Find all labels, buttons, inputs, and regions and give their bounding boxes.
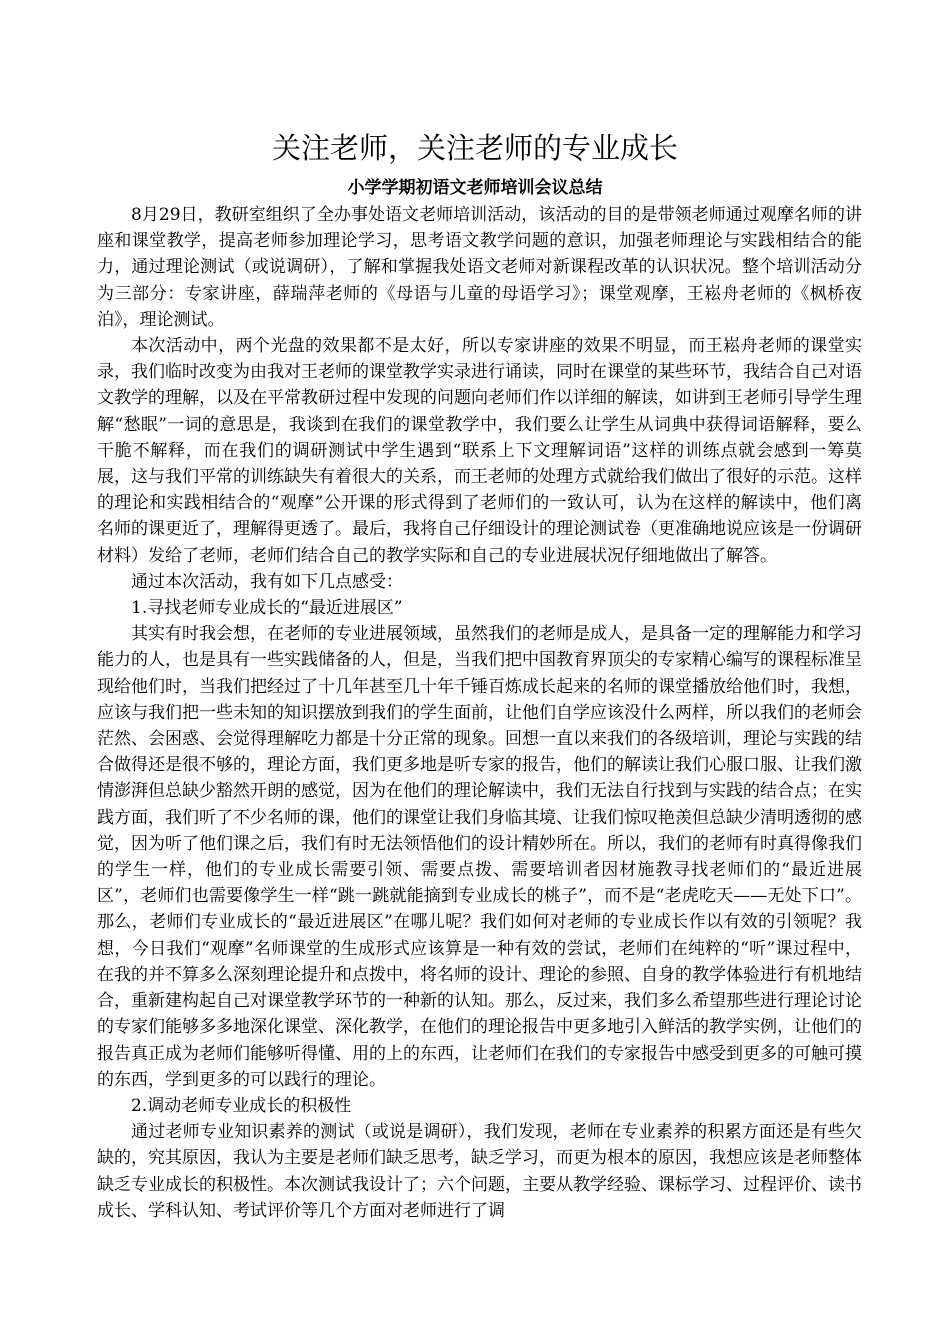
paragraph-activity: 本次活动中，两个光盘的效果都不是太好，所以专家讲座的效果不明显，而王崧舟老师的课堂实录，我们临时改变为由我对王老师的课堂教学实录进行诵读，同时在课堂的某些环节，我结合自己对语文教学的理解，以及在平常教研过程中发现的问题向老师们作以详细的解读，如讲到王老师引导学生理解“愁眠”一词的意思是，我谈到在我们的课堂教学中，我们要么让学生从词典中获得词语解释，要么干脆不解释，而在我们的调研测试中学生遇到“联系上下文理解词语”这样的训练点就会感到一筹莫展，这与我们平常的训练缺失有着很大的关系，而王老师的处理方式就给我们做出了很好的示范。这样的理论和实践相结合的“观摩”公开课的形式得到了老师们的一致认可，认为在这样的解读中，他们离名师的课更近了，理解得更透了。最后，我将自己仔细设计的理论测试卷（更准确地说应该是一份调研材料）发给了老师，老师们结合自己的教学实际和自己的专业进展状况仔细地做出了解答。 [97,336,862,566]
document-title: 关注老师，关注老师的专业成长 [271,131,678,165]
document-subtitle: 小学学期初语文老师培训会议总结 [347,178,603,198]
section-heading-2: 2.调动老师专业成长的积极性 [131,1095,352,1116]
document-body [97,202,862,1224]
paragraph-section-2: 通过老师专业知识素养的测试（或说是调研），我们发现，老师在专业素养的积累方面还是有些欠缺的，究其原因，我认为主要是老师们缺乏思考，缺乏学习，而更为根本的原因，我想应该是老师整体缺乏专业成长的积极性。本次测试我设计了；六个问题，主要从教学经验、课标学习、过程评价、读书成长、学科认知、考试评价等几个方面对老师进行了调 [97,1122,862,1221]
paragraph-section-1: 其实有时我会想，在老师的专业进展领域，虽然我们的老师是成人，是具备一定的理解能力和学习能力的人，也是具有一些实践储备的人，但是，当我们把中国教育界顶尖的专家精心编写的课程标准呈现给他们时，当我们把经过了十几年甚至几十年千锤百炼成长起来的名师的课堂播放给他们时，我想，应该与我们把一些未知的知识摆放到我们的学生面前，让他们自学应该没什么两样，所以我们的老师会茫然、会困惑、会觉得理解吃力都是十分正常的现象。回想一直以来我们的各级培训，理论与实践的结合做得还是很不够的，理论方面，我们更多地是听专家的报告，他们的解读让我们心服口服、让我们激情澎湃但总缺少豁然开朗的感觉，因为在他们的理论解读中，我们无法自行找到与实践的结合点；在实践方面，我们听了不少名师的课，他们的课堂让我们身临其境、让我们惊叹艳羡但总缺少清明透彻的感觉，因为听了他们课之后，我们有时无法领悟他们的设计精妙所在。所以，我们的老师有时真得像我们的学生一样，他们的专业成长需要引领、需要点拨、需要培训者因材施教寻找老师们的“最近进展区”，老师们也需要像学生一样“跳一跳就能摘到专业成长的桃子”，而不是“老虎吃天——无处下口”。那么，老师们专业成长的“最近进展区”在哪儿呢？我们如何对老师的专业成长作以有效的引领呢？我想，今日我们“观摩”名师课堂的生成形式应该算是一种有效的尝试，老师们在纯粹的“听”课过程中，在我的并不算多么深刻理论提升和点拨中，将名师的设计、理论的参照、自身的教学体验进行有机地结合，重新建构起自己对课堂教学环节的一种新的认知。那么，反过来，我们多么希望那些进行理论讨论的专家们能够多多地深化课堂、深化教学，在他们的理论报告中更多地引入鲜活的教学实例，让他们的报告真正成为老师们能够听得懂、用的上的东西，让老师们在我们的专家报告中感受到更多的可触可摸的东西，学到更多的可以践行的理论。 [97,624,862,1090]
paragraph-feelings-lead: 通过本次活动，我有如下几点感受： [131,571,403,592]
section-heading-1: 1.寻找老师专业成长的“最近进展区” [131,598,403,619]
paragraph-intro: 8月29日，教研室组织了全办事处语文老师培训活动，该活动的目的是带领老师通过观摩名师的讲座和课堂教学，提高老师参加理论学习，思考语文教学问题的意识，加强老师理论与实践相结合的能力，通过理论测试（或说调研），了解和掌握我处语文老师对新课程改革的认识状况。整个培训活动分为三部分：专家讲座，薛瑞萍老师的《母语与儿童的母语学习》；课堂观摩，王崧舟老师的《枫桥夜泊》，理论测试。 [97,205,862,330]
